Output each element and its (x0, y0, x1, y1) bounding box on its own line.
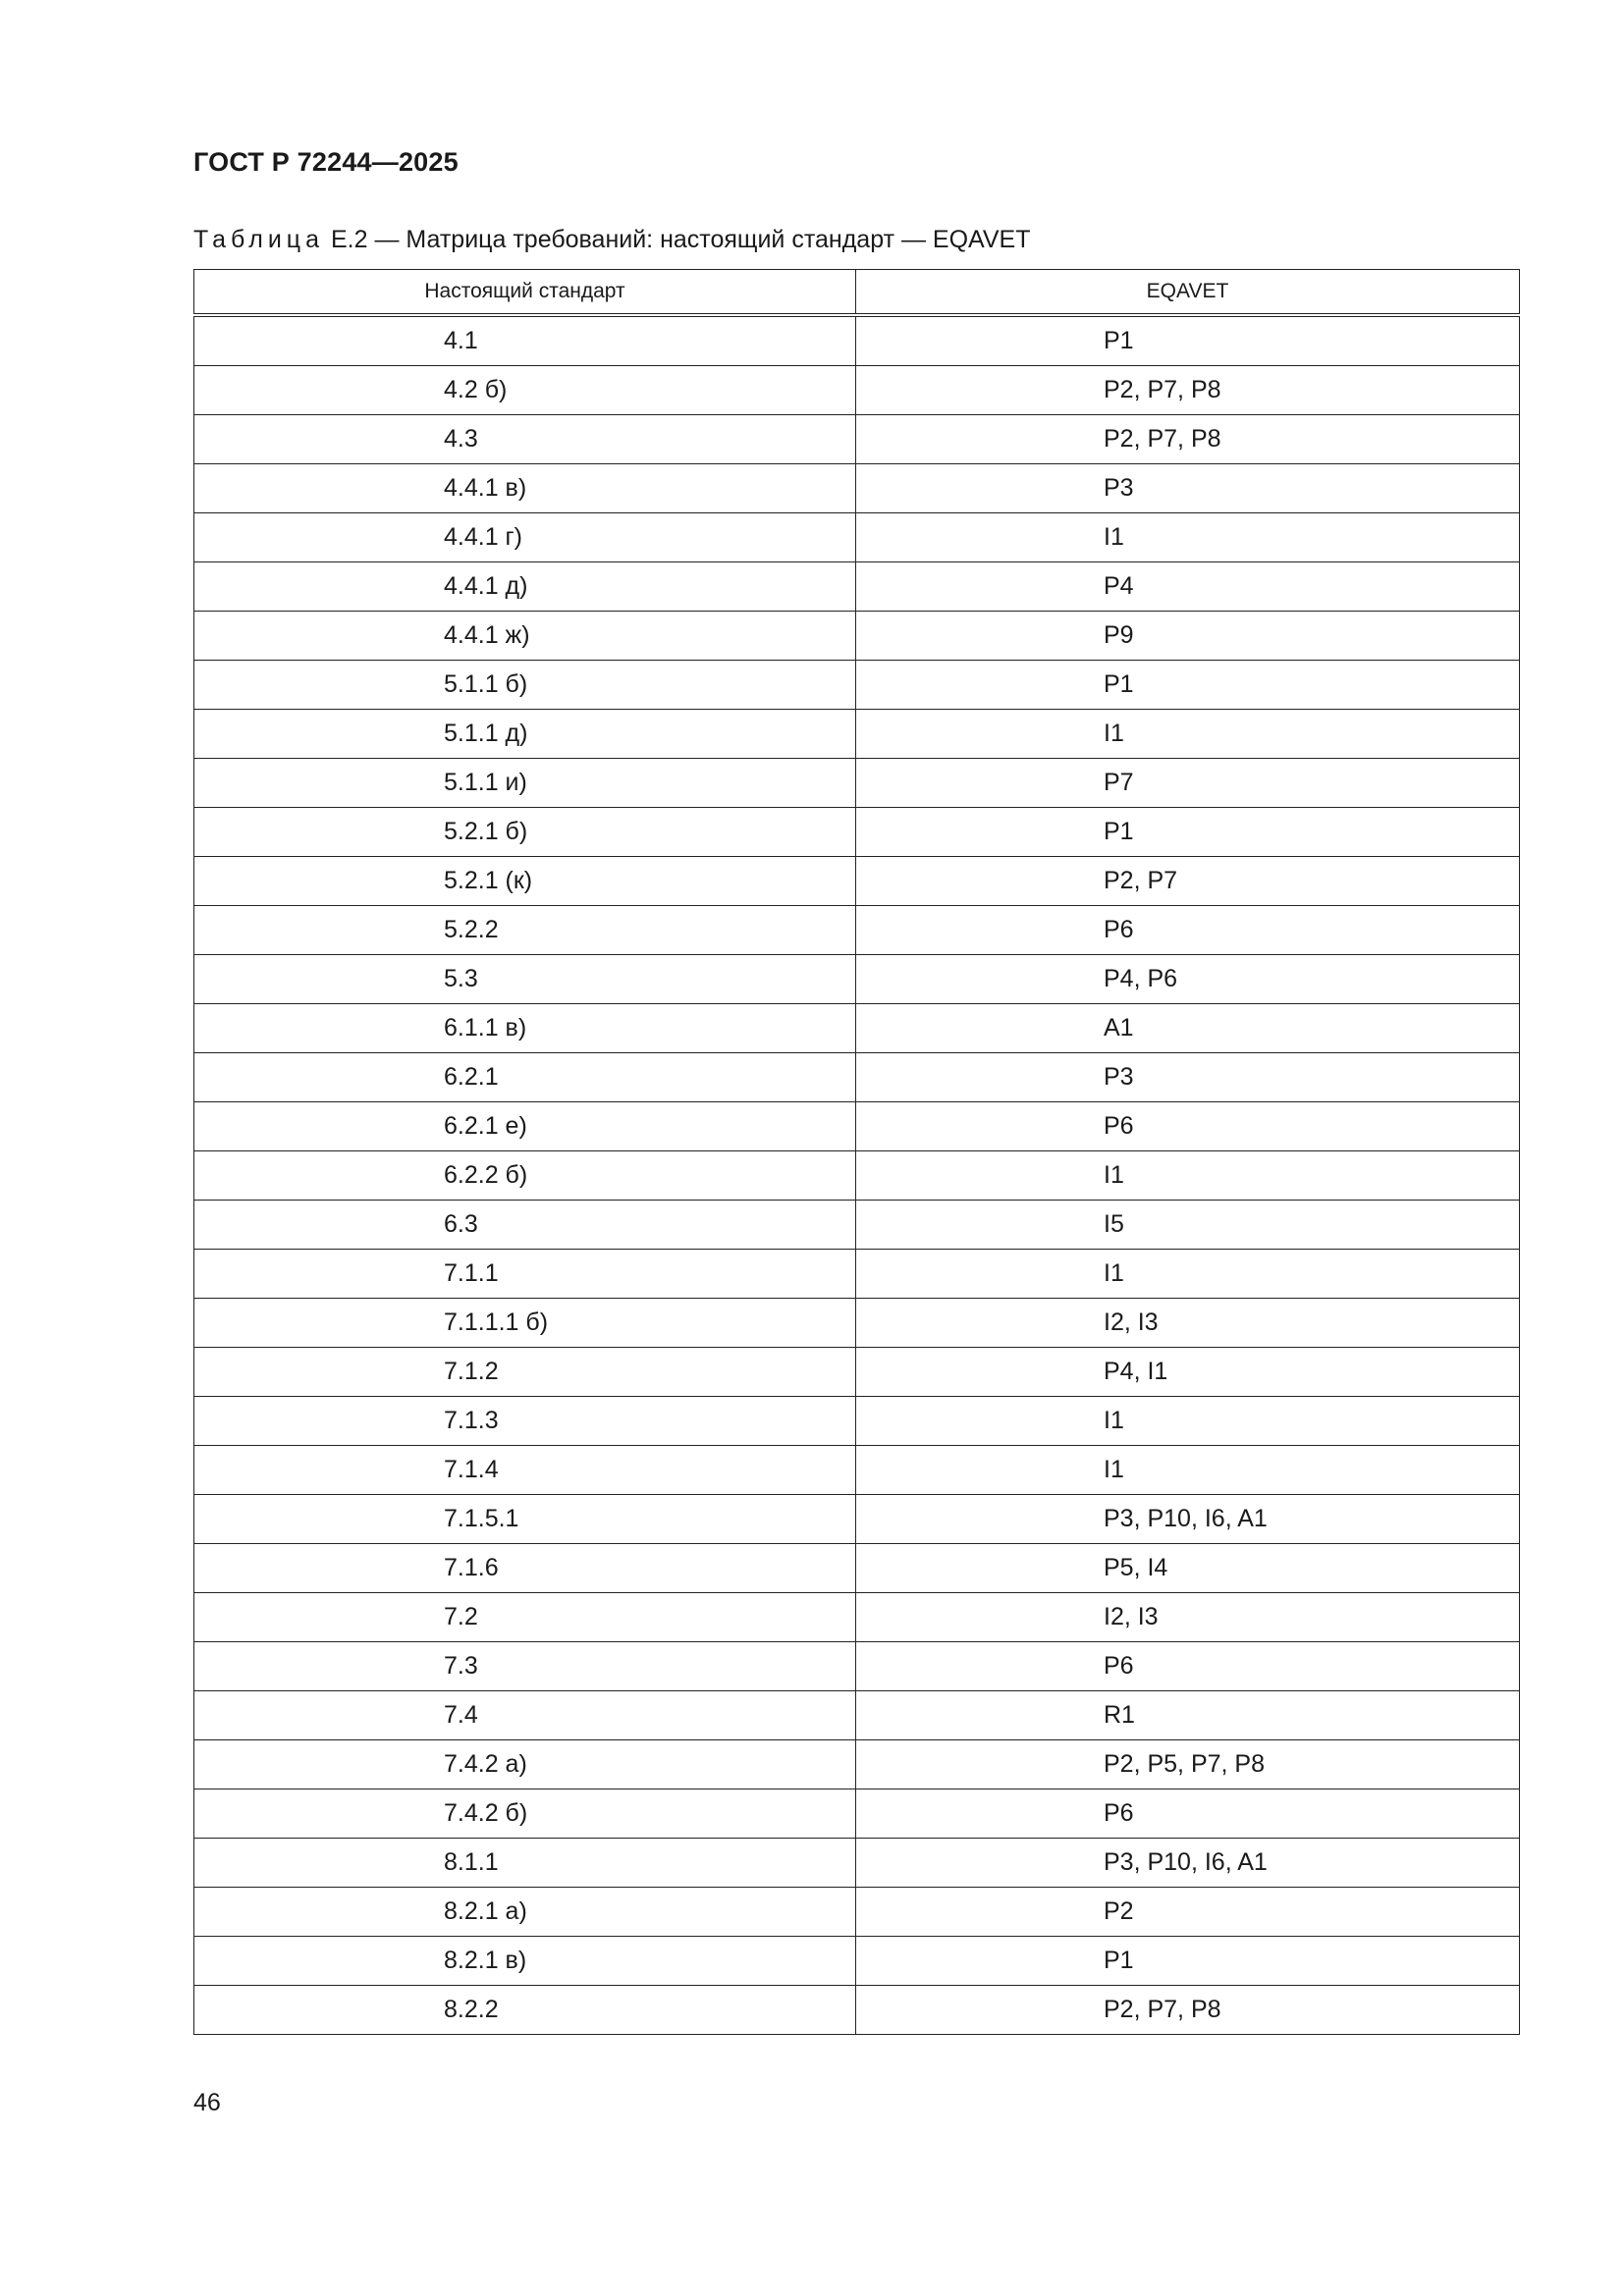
eqavet-cell: R1 (856, 1691, 1520, 1740)
clause-cell: 7.4.2 б) (194, 1789, 856, 1839)
table-row (194, 315, 1520, 366)
clause-cell: 4.2 б) (194, 366, 856, 415)
eqavet-cell: P1 (856, 661, 1520, 710)
table-row (194, 759, 1520, 808)
clause-cell: 7.1.6 (194, 1544, 856, 1593)
clause-cell: 8.1.1 (194, 1839, 856, 1888)
eqavet-cell: I1 (856, 1250, 1520, 1299)
table-row (194, 513, 1520, 562)
eqavet-cell: P1 (856, 1937, 1520, 1986)
clause-cell: 4.3 (194, 415, 856, 464)
column-header-standard: Настоящий стандарт (194, 270, 856, 316)
table-row (194, 1004, 1520, 1053)
table-row (194, 1937, 1520, 1986)
table-row (194, 1201, 1520, 1250)
eqavet-cell: A1 (856, 1004, 1520, 1053)
clause-cell: 5.1.1 б) (194, 661, 856, 710)
eqavet-cell: P7 (856, 759, 1520, 808)
eqavet-cell: P6 (856, 1102, 1520, 1151)
table-row (194, 1789, 1520, 1839)
table-row (194, 1495, 1520, 1544)
clause-cell: 8.2.1 а) (194, 1888, 856, 1937)
eqavet-cell: I1 (856, 710, 1520, 759)
eqavet-cell: I2, I3 (856, 1593, 1520, 1642)
eqavet-cell: I1 (856, 513, 1520, 562)
table-row (194, 366, 1520, 415)
eqavet-cell: P2, P7, P8 (856, 1986, 1520, 2035)
table-header-row (194, 270, 1520, 316)
clause-cell: 8.2.2 (194, 1986, 856, 2035)
eqavet-cell: I2, I3 (856, 1299, 1520, 1348)
table-row (194, 1299, 1520, 1348)
table-row (194, 1446, 1520, 1495)
clause-cell: 7.1.5.1 (194, 1495, 856, 1544)
table-row (194, 1151, 1520, 1201)
eqavet-cell: P2, P7, P8 (856, 366, 1520, 415)
table-caption (193, 226, 1030, 254)
clause-cell: 5.1.1 и) (194, 759, 856, 808)
clause-cell: 4.4.1 ж) (194, 612, 856, 661)
table-row (194, 612, 1520, 661)
clause-cell: 7.1.3 (194, 1397, 856, 1446)
eqavet-cell: P2, P7, P8 (856, 415, 1520, 464)
eqavet-cell: P1 (856, 315, 1520, 366)
table-row (194, 415, 1520, 464)
eqavet-cell: I1 (856, 1446, 1520, 1495)
table-body (194, 315, 1520, 2035)
clause-cell: 6.3 (194, 1201, 856, 1250)
table-row (194, 955, 1520, 1004)
table-row (194, 1740, 1520, 1789)
clause-cell: 5.2.1 (к) (194, 857, 856, 906)
eqavet-cell: P6 (856, 906, 1520, 955)
clause-cell: 4.4.1 в) (194, 464, 856, 513)
eqavet-cell: I5 (856, 1201, 1520, 1250)
table-row (194, 808, 1520, 857)
eqavet-cell: I1 (856, 1151, 1520, 1201)
clause-cell: 5.2.1 б) (194, 808, 856, 857)
table-row (194, 464, 1520, 513)
clause-cell: 7.3 (194, 1642, 856, 1691)
clause-cell: 7.1.1 (194, 1250, 856, 1299)
clause-cell: 5.3 (194, 955, 856, 1004)
clause-cell: 7.2 (194, 1593, 856, 1642)
eqavet-cell: P3 (856, 1053, 1520, 1102)
eqavet-cell: P4, I1 (856, 1348, 1520, 1397)
eqavet-cell: P4 (856, 562, 1520, 612)
table-caption-prefix: Таблица (193, 226, 325, 253)
table-row (194, 1102, 1520, 1151)
eqavet-cell: P5, I4 (856, 1544, 1520, 1593)
document-code: ГОСТ Р 72244—2025 (193, 147, 459, 177)
table-row (194, 1888, 1520, 1937)
clause-cell: 7.1.1.1 б) (194, 1299, 856, 1348)
clause-cell: 4.4.1 д) (194, 562, 856, 612)
table-row (194, 1544, 1520, 1593)
clause-cell: 5.1.1 д) (194, 710, 856, 759)
eqavet-cell: P2, P5, P7, P8 (856, 1740, 1520, 1789)
requirements-matrix-table (193, 269, 1520, 2035)
clause-cell: 6.1.1 в) (194, 1004, 856, 1053)
clause-cell: 4.1 (194, 315, 856, 366)
clause-cell: 4.4.1 г) (194, 513, 856, 562)
table-row (194, 1053, 1520, 1102)
table-row (194, 906, 1520, 955)
table-row (194, 661, 1520, 710)
clause-cell: 7.4 (194, 1691, 856, 1740)
table-row (194, 1691, 1520, 1740)
clause-cell: 6.2.1 е) (194, 1102, 856, 1151)
clause-cell: 6.2.2 б) (194, 1151, 856, 1201)
eqavet-cell: P6 (856, 1642, 1520, 1691)
table-row (194, 857, 1520, 906)
clause-cell: 6.2.1 (194, 1053, 856, 1102)
table-row (194, 1348, 1520, 1397)
table-row (194, 1986, 1520, 2035)
eqavet-cell: P6 (856, 1789, 1520, 1839)
table-row (194, 1839, 1520, 1888)
eqavet-cell: P3, P10, I6, A1 (856, 1839, 1520, 1888)
table-row (194, 1250, 1520, 1299)
clause-cell: 5.2.2 (194, 906, 856, 955)
eqavet-cell: P4, P6 (856, 955, 1520, 1004)
eqavet-cell: P2, P7 (856, 857, 1520, 906)
eqavet-cell: I1 (856, 1397, 1520, 1446)
clause-cell: 8.2.1 в) (194, 1937, 856, 1986)
table-row (194, 1593, 1520, 1642)
table-row (194, 1642, 1520, 1691)
eqavet-cell: P3 (856, 464, 1520, 513)
clause-cell: 7.1.4 (194, 1446, 856, 1495)
table-row (194, 562, 1520, 612)
column-header-eqavet: EQAVET (856, 270, 1520, 316)
page-number: 46 (193, 2089, 221, 2116)
eqavet-cell: P9 (856, 612, 1520, 661)
table-row (194, 1397, 1520, 1446)
eqavet-cell: P2 (856, 1888, 1520, 1937)
table-row (194, 710, 1520, 759)
eqavet-cell: P1 (856, 808, 1520, 857)
clause-cell: 7.1.2 (194, 1348, 856, 1397)
clause-cell: 7.4.2 а) (194, 1740, 856, 1789)
table-caption-title: Е.2 — Матрица требований: настоящий стандарт — EQAVET (324, 226, 1031, 253)
eqavet-cell: P3, P10, I6, A1 (856, 1495, 1520, 1544)
